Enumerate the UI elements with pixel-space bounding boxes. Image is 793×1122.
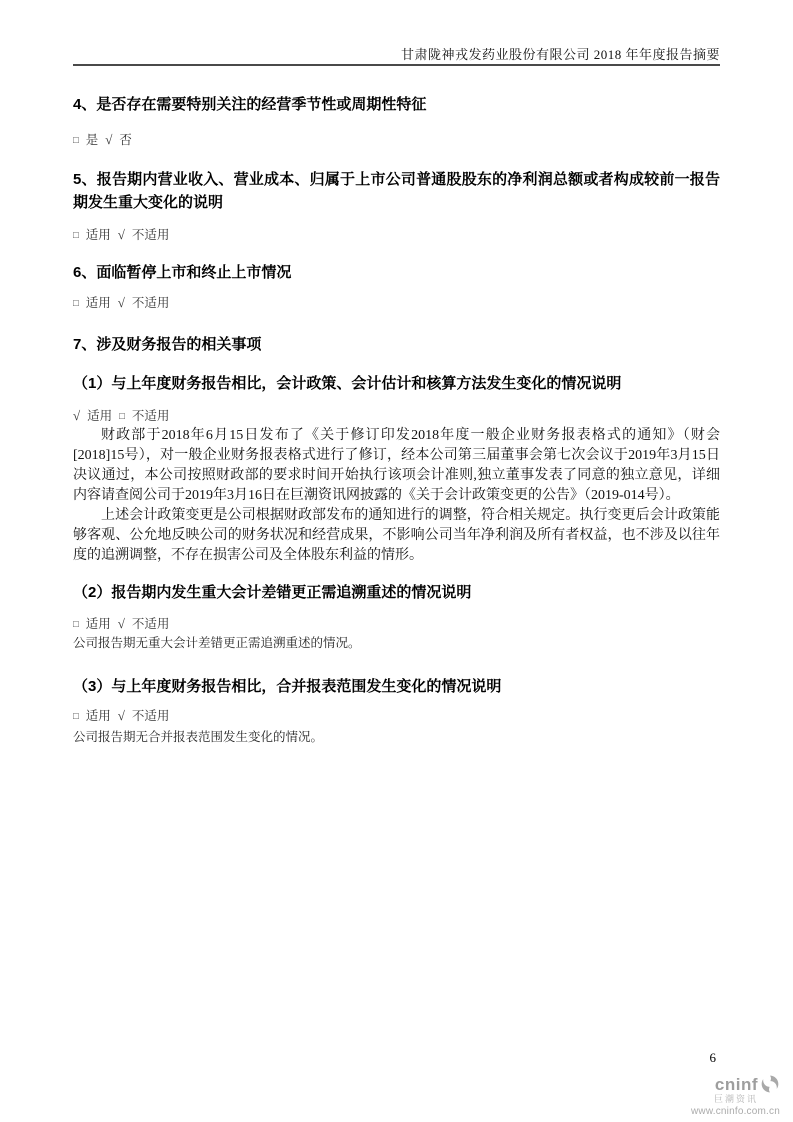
option-applicable-label: 适用 xyxy=(85,296,111,310)
option-no-label: 否 xyxy=(119,133,132,147)
checkbox-icon: □ xyxy=(73,299,79,309)
header-divider xyxy=(73,64,720,66)
cninfo-wordmark: cninf xyxy=(714,1074,758,1094)
check-icon: √ xyxy=(117,227,125,242)
cninfo-swirl-icon xyxy=(760,1074,780,1094)
subsection-7-3-note: 公司报告期无合并报表范围发生变化的情况。 xyxy=(73,730,324,744)
option-not-applicable-label: 不适用 xyxy=(131,617,170,631)
subsection-7-2-note: 公司报告期无重大会计差错更正需追溯重述的情况。 xyxy=(73,636,361,650)
page-header-title: 甘肃陇神戎发药业股份有限公司 2018 年年度报告摘要 xyxy=(400,47,720,62)
subsection-7-1-choice-line xyxy=(73,408,720,426)
page-number: 6 xyxy=(709,1050,716,1065)
subsection-7-2-heading: （2）报告期内发生重大会计差错更正需追溯重述的情况说明 xyxy=(73,584,472,601)
accounting-policy-paragraph-1: 财政部于2018年6月15日发布了《关于修订印发2018年度一般企业财务报表格式的通知》（财会[2018]15号），对一般企业财务报表格式进行了修订，经本公司第三届董事会第七次会议于2019年3月15日决议通过，本公司按照财政部的要求时间开始执行该项会计准则,独立董事发表了同意的独立意见，详细内容请查阅公司于2019年3月16日在巨潮资讯网披露的《关于会计政策变更的公告》（2019-014号）。 xyxy=(73,428,720,503)
option-applicable-label: 适用 xyxy=(87,409,113,423)
section-5-choice-line xyxy=(73,227,720,245)
subsection-7-1-body xyxy=(73,426,720,566)
option-not-applicable-label: 不适用 xyxy=(131,409,170,423)
checkbox-icon: □ xyxy=(73,620,79,630)
subsection-7-3-heading: （3）与上年度财务报告相比，合并报表范围发生变化的情况说明 xyxy=(73,678,502,695)
cninfo-logo xyxy=(674,1074,780,1117)
subsection-7-2-choice-line xyxy=(73,616,720,634)
checkbox-icon: □ xyxy=(73,136,79,146)
accounting-policy-paragraph-2: 上述会计政策变更是公司根据财政部发布的通知进行的调整，符合相关规定。执行变更后会计政策能够客观、公允地反映公司的财务状况和经营成果，不影响公司当年净利润及所有者权益，也不涉及以往年度的追溯调整，不存在损害公司及全体股东利益的情形。 xyxy=(73,508,720,563)
section-5-heading: 5、报告期内营业收入、营业成本、归属于上市公司普通股股东的净利润总额或者构成较前一报告期发生重大变化的说明 xyxy=(73,171,720,211)
check-icon: √ xyxy=(73,408,81,423)
checkbox-icon: □ xyxy=(73,231,79,241)
check-icon: √ xyxy=(117,616,125,631)
cninfo-url: www.cninfo.com.cn xyxy=(691,1106,780,1117)
section-6-heading: 6、面临暂停上市和终止上市情况 xyxy=(73,264,292,281)
check-icon: √ xyxy=(105,132,113,147)
section-4-heading: 4、是否存在需要特别关注的经营季节性或周期性特征 xyxy=(73,96,427,113)
check-icon: √ xyxy=(117,295,125,310)
option-applicable-label: 适用 xyxy=(85,228,111,242)
option-not-applicable-label: 不适用 xyxy=(131,296,170,310)
option-yes-label: 是 xyxy=(85,133,99,147)
option-not-applicable-label: 不适用 xyxy=(131,709,170,723)
option-applicable-label: 适用 xyxy=(85,709,111,723)
subsection-7-3-choice-line xyxy=(73,708,720,726)
section-4-choice-line xyxy=(73,132,720,150)
checkbox-icon: □ xyxy=(73,712,79,722)
option-not-applicable-label: 不适用 xyxy=(131,228,170,242)
checkbox-icon: □ xyxy=(119,412,125,422)
check-icon: √ xyxy=(117,708,125,723)
subsection-7-1-heading: （1）与上年度财务报告相比，会计政策、会计估计和核算方法发生变化的情况说明 xyxy=(73,375,622,392)
cninfo-subtitle: 巨潮资讯 xyxy=(713,1094,758,1104)
section-7-heading: 7、涉及财务报告的相关事项 xyxy=(73,336,262,353)
section-6-choice-line xyxy=(73,295,720,313)
option-applicable-label: 适用 xyxy=(85,617,111,631)
